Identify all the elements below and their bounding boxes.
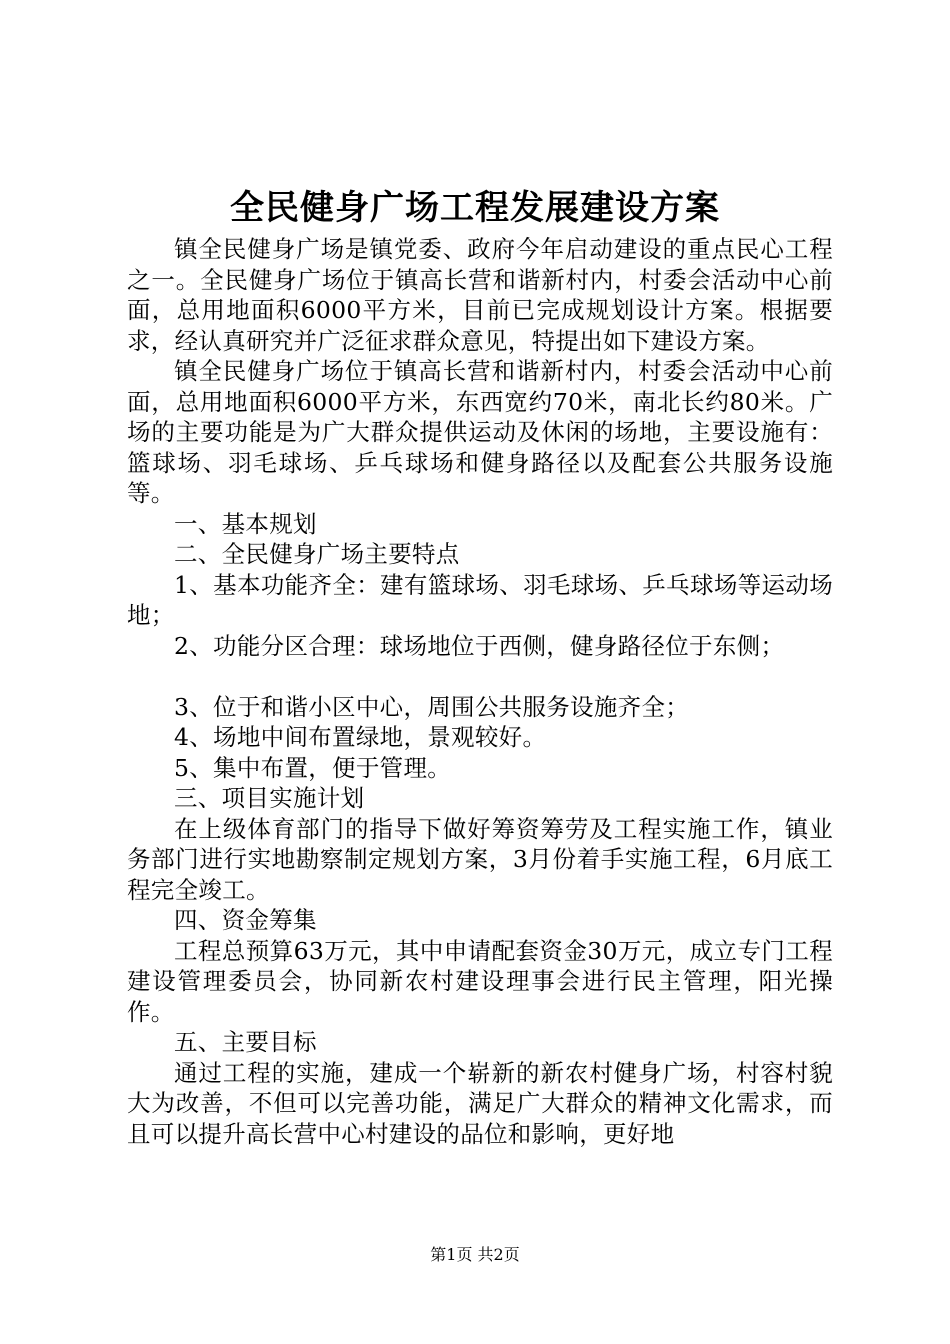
page-number: 第1页 共2页	[430, 1245, 520, 1264]
paragraph-intro: 镇全民健身广场是镇党委、政府今年启动建设的重点民心工程之一。全民健身广场位于镇高长营和谐新村内，村委会活动中心前面，总用地面积6000平方米，目前已完成规划设计方案。根据要求，经认真研究并广泛征求群众意见，特提出如下建设方案。	[127, 235, 833, 355]
document-title: 全民健身广场工程发展建设方案	[230, 188, 720, 228]
heading-funding: 四、资金筹集	[174, 906, 317, 934]
heading-implementation-plan: 三、项目实施计划	[174, 784, 365, 812]
document-body	[127, 234, 833, 1149]
feature-item-2: 2、功能分区合理：球场地位于西侧，健身路径位于东侧；	[174, 631, 785, 660]
heading-objectives: 五、主要目标	[174, 1028, 317, 1056]
feature-item-5: 5、集中布置，便于管理。	[174, 753, 452, 782]
heading-features: 二、全民健身广场主要特点	[174, 540, 460, 568]
paragraph-objectives: 通过工程的实施，建成一个崭新的新农村健身广场，村容村貌大为改善，不但可以完善功能，满足广大群众的精神文化需求，而且可以提升高长营中心村建设的品位和影响，更好地	[127, 1058, 833, 1148]
paragraph-funding: 工程总预算63万元，其中申请配套资金30万元，成立专门工程建设管理委员会，协同新农村建设理事会进行民主管理，阳光操作。	[127, 936, 833, 1026]
feature-item-3: 3、位于和谐小区中心，周围公共服务设施齐全；	[174, 692, 690, 721]
feature-item-1: 1、基本功能齐全：建有篮球场、羽毛球场、乒乓球场等运动场地；	[127, 570, 833, 629]
paragraph-implementation: 在上级体育部门的指导下做好筹资筹劳及工程实施工作，镇业务部门进行实地勘察制定规划方案，3月份着手实施工程，6月底工程完全竣工。	[127, 814, 833, 904]
feature-item-4: 4、场地中间布置绿地，景观较好。	[174, 723, 547, 751]
paragraph-location: 镇全民健身广场位于镇高长营和谐新村内，村委会活动中心前面，总用地面积6000平方米，东西宽约70米，南北长约80米。广场的主要功能是为广大群众提供运动及休闲的场地，主要设施有：篮球场、羽毛球场、乒乓球场和健身路径以及配套公共服务设施等。	[127, 357, 833, 507]
heading-basic-plan: 一、基本规划	[174, 509, 317, 538]
